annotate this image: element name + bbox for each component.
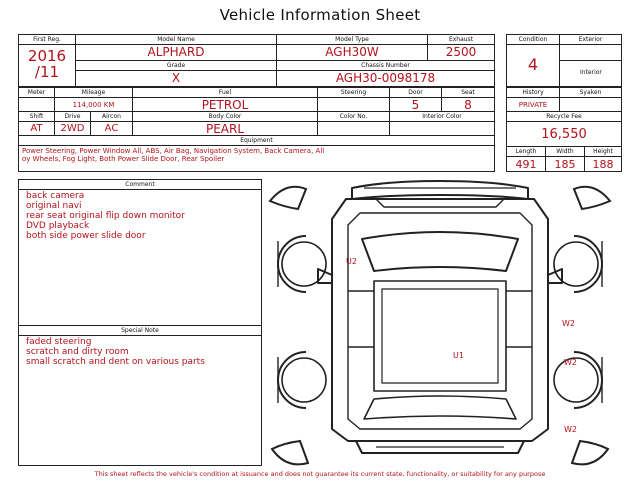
special-note-line: small scratch and dent on various parts [26, 357, 205, 367]
steering-label: Steering [318, 88, 389, 98]
special-note-box [18, 325, 262, 466]
car-damage-diagram [266, 179, 622, 469]
first-reg-cell [18, 34, 76, 87]
recycle-fee-label: Recycle Fee [507, 112, 621, 122]
grade-value: X [171, 71, 181, 85]
aircon-cell [90, 111, 133, 136]
shift-value: AT [30, 123, 43, 134]
syaken-cell [559, 87, 622, 112]
model-type-value: AGH30W [325, 45, 379, 59]
front-wheel-top-right [574, 187, 610, 209]
body-color-label: Body Color [133, 112, 317, 122]
meter-label: Meter [19, 88, 54, 98]
length-value: 491 [515, 158, 537, 171]
drive-label: Drive [55, 112, 90, 122]
model-name-cell [75, 34, 277, 61]
height-value: 188 [592, 158, 614, 171]
drive-cell [54, 111, 91, 136]
model-name-label: Model Name [76, 35, 276, 45]
equipment-cell [18, 135, 495, 172]
damage-mark-w2-upper: W2 [562, 319, 575, 328]
damage-mark-u1: U1 [453, 351, 464, 360]
mileage-cell [54, 87, 133, 112]
aircon-value: AC [104, 123, 119, 134]
chassis-number-value: AGH30-0098178 [335, 71, 436, 85]
seat-cell [441, 87, 495, 112]
special-note-list [26, 337, 205, 367]
equipment-value: Power Steering, Power Window All, ABS, Air Bag, Navigation System, Back Camera, All oy Wheels, Fog Light, Both Power Slide Door, Rear Spoiler [22, 147, 325, 163]
history-label: History [507, 88, 559, 98]
fuel-value: PETROL [201, 98, 249, 112]
interior-label: Interior [580, 69, 602, 76]
equipment-label: Equipment [19, 136, 494, 146]
mileage-value: 114,000 KM [72, 101, 115, 109]
length-label: Length [507, 147, 545, 157]
interior-color-label: Interior Color [390, 112, 494, 122]
rear-wheel-bottom-left [272, 441, 308, 464]
seat-label: Seat [442, 88, 494, 98]
comment-list [26, 191, 185, 241]
page-title: Vehicle Information Sheet [219, 6, 421, 24]
comment-line: back camera [26, 191, 85, 201]
seat-value: 8 [464, 98, 472, 112]
condition-cell [506, 34, 560, 87]
shift-cell [18, 111, 55, 136]
door-cell [389, 87, 442, 112]
comment-line: DVD playback [26, 221, 90, 231]
special-note-line: scratch and dirty room [26, 347, 129, 357]
comment-box [18, 179, 262, 326]
vehicle-sheet [18, 34, 622, 470]
exterior-cell [559, 34, 622, 61]
color-no-label: Color No. [318, 112, 389, 122]
exterior-label: Exterior [560, 35, 621, 45]
damage-mark-w2-mid: W2 [564, 358, 577, 367]
special-note-line: faded steering [26, 337, 92, 347]
interior-color-cell [389, 111, 495, 136]
rear-bumper-outline [356, 441, 524, 453]
height-label: Height [585, 147, 621, 157]
meter-cell [18, 87, 55, 112]
width-cell [545, 146, 585, 172]
comment-label: Comment [19, 180, 261, 190]
recycle-fee-cell [506, 111, 622, 147]
exhaust-value: 2500 [445, 45, 477, 59]
body-color-value: PEARL [205, 122, 245, 136]
recycle-fee-value: 16,550 [541, 127, 587, 142]
steering-cell [317, 87, 390, 112]
grade-cell [75, 60, 277, 87]
body-color-cell [132, 111, 318, 136]
drive-value: 2WD [60, 123, 85, 134]
fuel-cell [132, 87, 318, 112]
front-bumper-outline [352, 181, 528, 207]
comment-line: original navi [26, 201, 82, 211]
first-reg-label: First Reg. [19, 35, 75, 45]
door-value: 5 [411, 98, 420, 112]
syaken-label: Syaken [560, 88, 621, 98]
exhaust-label: Exhaust [428, 35, 494, 45]
comment-line: both side power slide door [26, 231, 146, 241]
width-value: 185 [554, 158, 576, 171]
chassis-number-cell [276, 60, 495, 87]
right-rear-wheel-outline [554, 352, 602, 408]
history-cell [506, 87, 560, 112]
damage-mark-w2-lower: W2 [564, 425, 577, 434]
first-reg-value: 2016 /11 [27, 47, 67, 81]
special-note-label: Special Note [19, 326, 261, 336]
comment-line: rear seat original flip down monitor [26, 211, 185, 221]
front-wheel-top-left [270, 187, 306, 209]
aircon-label: Aircon [91, 112, 132, 122]
chassis-number-label: Chassis Number [277, 61, 494, 71]
condition-value: 4 [527, 55, 539, 74]
car-body-outline [318, 199, 562, 441]
model-type-label: Model Type [277, 35, 427, 45]
grade-label: Grade [76, 61, 276, 71]
interior-cell [559, 60, 622, 87]
history-value: PRIVATE [518, 101, 548, 109]
color-no-cell [317, 111, 390, 136]
width-label: Width [546, 147, 584, 157]
model-type-cell [276, 34, 428, 61]
disclaimer-footer: This sheet reflects the vehicle's condition at issuance and does not guarantee its current state, functionality, or suitability for any purpose [94, 470, 546, 478]
model-name-value: ALPHARD [147, 45, 205, 59]
door-label: Door [390, 88, 441, 98]
mileage-label: Mileage [55, 88, 132, 98]
exhaust-cell [427, 34, 495, 61]
left-rear-wheel-outline [278, 352, 326, 408]
condition-label: Condition [507, 35, 559, 45]
fuel-label: Fuel [133, 88, 317, 98]
height-cell [584, 146, 622, 172]
length-cell [506, 146, 546, 172]
shift-label: Shift [19, 112, 54, 122]
rear-wheel-bottom-right [572, 441, 608, 464]
damage-mark-u2: U2 [346, 257, 357, 266]
